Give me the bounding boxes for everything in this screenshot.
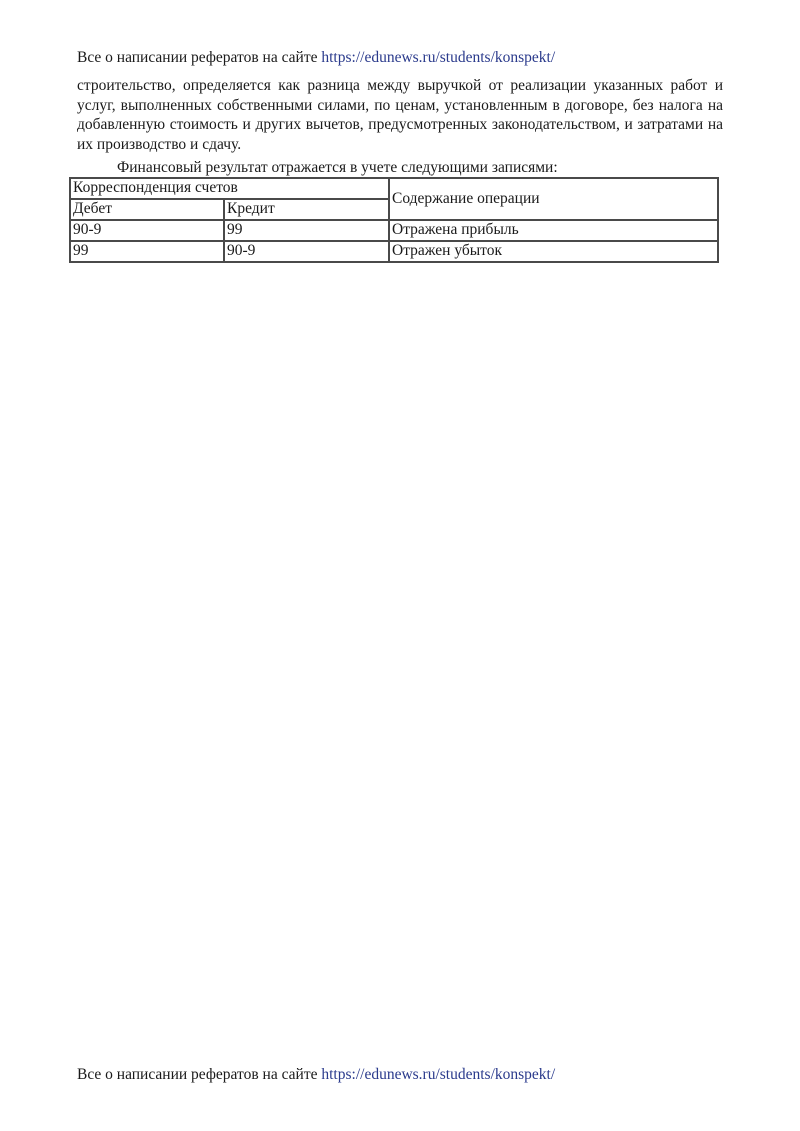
- cell-credit: 99: [224, 220, 389, 241]
- header-credit: Кредит: [224, 199, 389, 220]
- body-paragraph: строительство, определяется как разница между выручкой от реализации указанных работ и услуг, выполненных собственными силами, по ценам, установленным в договоре, без налога на добавленную стоимость и других вычетов, предусмотренных законодательством, и затратами на их производство и сдачу.: [77, 77, 723, 153]
- header-debit: Дебет: [70, 199, 224, 220]
- cell-credit: 90-9: [224, 241, 389, 262]
- cell-content: Отражен убыток: [389, 241, 718, 262]
- table-intro: Финансовый результат отражается в учете следующими записями:: [117, 159, 558, 176]
- table-row: [70, 220, 718, 241]
- table-row: [70, 241, 718, 262]
- accounting-entries-table: [69, 177, 719, 263]
- header-correspondence: Корреспонденция счетов: [70, 178, 389, 199]
- cell-content: Отражена прибыль: [389, 220, 718, 241]
- cell-debit: 99: [70, 241, 224, 262]
- table-header-row: [70, 178, 718, 199]
- header-content: Содержание операции: [389, 178, 718, 220]
- footer-text: Все о написании рефератов на сайте: [77, 1066, 322, 1083]
- footer-site-link[interactable]: https://edunews.ru/students/konspekt/: [321, 1066, 556, 1083]
- page-footer: [77, 1066, 555, 1084]
- header-site-link[interactable]: https://edunews.ru/students/konspekt/: [321, 49, 556, 66]
- header-text: Все о написании рефератов на сайте: [77, 49, 322, 66]
- cell-debit: 90-9: [70, 220, 224, 241]
- page-header: [77, 49, 555, 67]
